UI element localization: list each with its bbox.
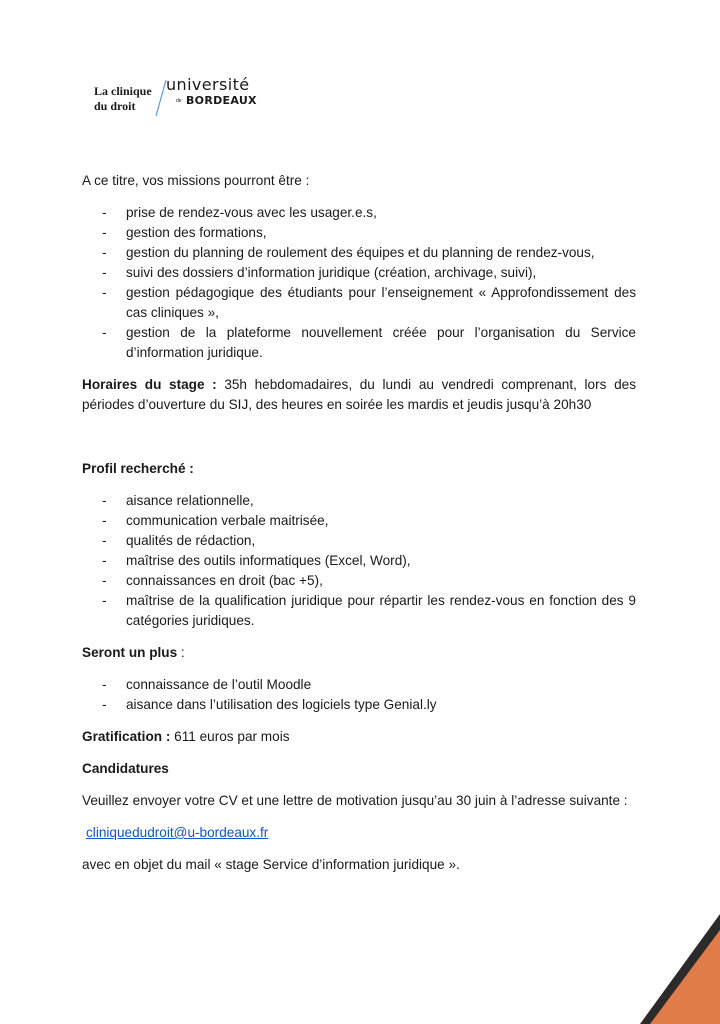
logo-universite: université [166,75,250,94]
profil-item: - connaissances en droit (bac +5), [82,571,636,591]
profil-heading-text: Profil recherché : [82,461,194,476]
horaires-text: 35h hebdomadaires, du lundi au vendredi comprenant, lors des périodes d’ouverture du SIJ, des heures en soirée les mardis et jeudis jusqu’à 20h30 [82,377,636,412]
candidatures-heading [82,759,636,779]
plus-item: - aisance dans l’utilisation des logiciels type Genial.ly [82,695,636,715]
horaires-label: Horaires du stage : [82,377,217,392]
profil-item: - maîtrise des outils informatiques (Excel, Word), [82,551,636,571]
profil-item: - maîtrise de la qualification juridique pour répartir les rendez-vous en fonction des 9 catégories juridiques. [82,591,636,631]
profil-list [82,491,636,631]
email-paragraph [82,823,636,843]
logo-clinique-line2: du droit [94,99,136,113]
mission-item: - gestion pédagogique des étudiants pour l’enseignement « Approfondissement des cas cliniques », [82,283,636,323]
gratification-paragraph [82,727,636,747]
profil-item: - aisance relationnelle, [82,491,636,511]
document-body [82,171,636,875]
plus-suffix: : [177,645,185,660]
horaires-paragraph [82,375,636,415]
missions-list [82,203,636,363]
mission-item: - gestion des formations, [82,223,636,243]
plus-heading [82,643,636,663]
gratification-label: Gratification : [82,729,171,744]
plus-list [82,675,636,715]
clinique-universite-logo [94,76,274,120]
profil-item: - qualités de rédaction, [82,531,636,551]
mission-item: - gestion de la plateforme nouvellement créée pour l’organisation du Service d’information juridique. [82,323,636,363]
logo-clinique-text [94,84,152,114]
candidatures-text: Veuillez envoyer votre CV et une lettre de motivation jusqu’au 30 juin à l’adresse suivante : [82,793,628,808]
profil-item: - communication verbale maitrisée, [82,511,636,531]
gratification-text: 611 euros par mois [170,729,290,744]
logo-bordeaux: BORDEAUX [186,94,257,107]
mission-item: - gestion du planning de roulement des équipes et du planning de rendez-vous, [82,243,636,263]
logo-clinique-line1: La clinique [94,84,152,98]
candidatures-heading-text: Candidatures [82,761,169,776]
objet-text: avec en objet du mail « stage Service d’information juridique ». [82,857,460,872]
profil-heading [82,459,636,479]
plus-item: - connaissance de l’outil Moodle [82,675,636,695]
corner-decoration-icon [640,914,720,1024]
plus-label: Seront un plus [82,645,178,660]
mission-item: - prise de rendez-vous avec les usager.e.s, [82,203,636,223]
missions-intro: A ce titre, vos missions pourront être : [82,173,310,188]
logo-de: de [176,98,182,104]
email-link[interactable]: cliniquedudroit@u-bordeaux.fr [86,825,269,840]
mission-item: - suivi des dossiers d’information juridique (création, archivage, suivi), [82,263,636,283]
